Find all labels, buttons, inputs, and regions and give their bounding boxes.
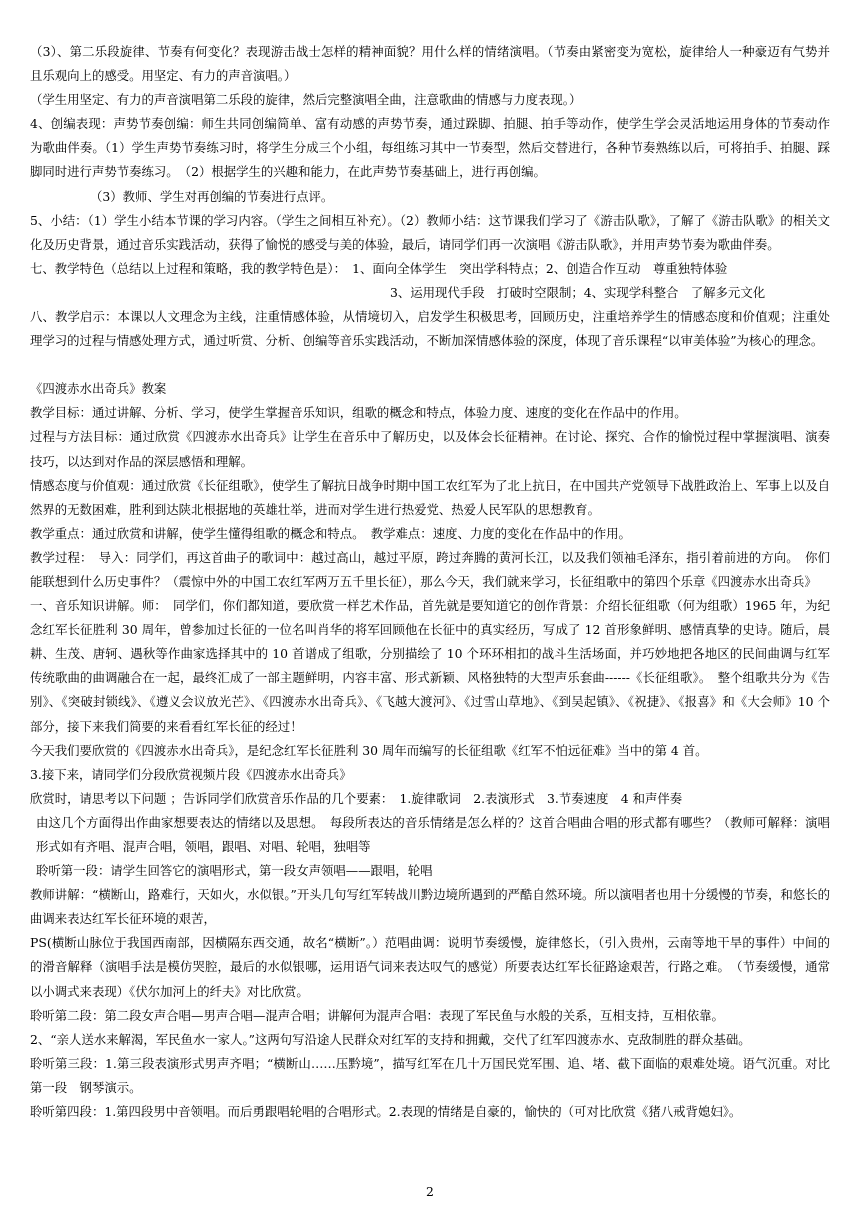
paragraph-teaching-goal: 教学目标：通过讲解、分析、学习，使学生掌握音乐知识，组歌的概念和特点，体验力度、速度的变化在作品中的作用。 bbox=[30, 405, 687, 421]
paragraph-listen-2: 聆听第二段：第二段女声合唱—男声合唱—混声合唱；讲解何为混声合唱：表现了军民鱼与水般的关系，互相支持，互相依靠。 bbox=[30, 1007, 724, 1023]
paragraph-creative-rhythm: 4、创编表现：声势节奏创编：师生共同创编简单、富有动感的声势节奏，通过跺脚、拍腿、拍手等动作，使学生学会灵活地运用身体的节奏动作为歌曲伴奏。（1）学生声势节奏练习时，将学生分成三个小组，每组练习其中一节奏型，然后交替进行，各种节奏熟练以后，可将拍手、拍腿、踩脚同时进行声势节奏练习。 （2）根据学生的兴趣和能力，在此声势节奏基础上，进行再创编。 bbox=[30, 116, 830, 180]
paragraph-listening-elements: 欣赏时，请思考以下问题 ；告诉同学们欣赏音乐作品的几个要素： 1.旋律歌词 2.表演形式 3.节奏速度 4 和声伴奏 bbox=[30, 790, 683, 806]
paragraph-key-points: 教学重点：通过欣赏和讲解，使学生懂得组歌的概念和特点。 教学难点：速度、力度的变化在作品中的作用。 bbox=[30, 525, 631, 541]
paragraph-today-piece: 今天我们要欣赏的《四渡赤水出奇兵》，是纪念红军长征胜利 30 周年而编写的长征组歌《红军不怕远征难》当中的第 4 首。 bbox=[30, 742, 708, 758]
paragraph-emotion-question: 由这几个方面得出作曲家想要表达的情绪以及思想。 每段所表达的音乐情绪是怎么样的？这首合唱曲合唱的形式都有哪些？（教师可解释：演唱形式如有齐唱、混声合唱，领唱，跟唱、对唱、轮唱，独唱等 bbox=[36, 814, 830, 854]
paragraph-rhythm-review: （3）教师、学生对再创编的节奏进行点评。 bbox=[90, 188, 334, 204]
paragraph-process-goal: 过程与方法目标：通过欣赏《四渡赤水出奇兵》让学生在音乐中了解历史，以及体会长征精神。在讨论、探究、合作的愉悦过程中掌握演唱、演奏技巧，以达到对作品的深层感悟和理解。 bbox=[30, 429, 830, 469]
paragraph-teaching-insight: 八、教学启示：本课以人文理念为主线，注重情感体验，从情境切入，启发学生积极思考，回顾历史，注重培养学生的情感态度和价值观；注重处理学习的过程与情感处理方式，通过听赏、分析、创编等音乐实践活动，不断加深情感体验的深度，体现了音乐课程“以审美体验”为核心的理念。 bbox=[30, 309, 830, 349]
paragraph-stage2-question: （3）、第二乐段旋律、节奏有何变化？表现游击战士怎样的精神面貌？用什么样的情绪演唱。（节奏由紧密变为宽松，旋律给人一种豪迈有气势并且乐观向上的感受。用坚定、有力的声音演唱。） bbox=[30, 44, 830, 84]
paragraph-ps-note: PS(横断山脉位于我国西南部，因横隔东西交通，故名“横断”。）范唱曲调：说明节奏缓慢，旋律悠长，（引入贵州，云南等地干旱的事件）中间的的滑音解释（演唱手法是模仿哭腔，最后的水似银哪，运用语气词来表达叹气的感觉）所要表达红军长征路途艰苦，行路之难。 （节奏缓慢，通常以小调式来表现）《伏尔加河上的纤夫》对比欣赏。 bbox=[30, 935, 830, 999]
paragraph-teaching-features: 七、教学特色（总结以上过程和策略，我的教学特色是）： 1、面向全体学生 突出学科特点；2、创造合作互动 尊重独特体验 bbox=[30, 260, 728, 276]
paragraph-summary: 5、小结：（1）学生小结本节课的学习内容。（学生之间相互补充）。（2）教师小结：这节课我们学习了《游击队歌》，了解了《游击队歌》的相关文化及历史背景，通过音乐实践活动，获得了愉悦的感受与美的体验，最后，请同学们再一次演唱《游击队歌》，并用声势节奏为歌曲伴奏。 bbox=[30, 212, 830, 252]
paragraph-teacher-explain: 教师讲解：“横断山，路难行，天如火，水似银。”开头几句写红军转战川黔边境所遇到的严酷自然环境。所以演唱者也用十分缓慢的节奏，和悠长的曲调来表达红军长征环境的艰苦， bbox=[30, 887, 830, 927]
paragraph-step3: 3.接下来，请同学们分段欣赏视频片段《四渡赤水出奇兵》 bbox=[30, 766, 352, 782]
paragraph-teaching-process: 教学过程： 导入：同学们，再这首曲子的歌词中：越过高山，越过平原，跨过奔腾的黄河长江，以及我们领袖毛泽东，指引着前进的方向。 你们能联想到什么历史事件？（震惊中外的中国工农红军两万五千里长征），那么今天，我们就来学习，长征组歌中的第四个乐章《四渡赤水出奇兵》 bbox=[30, 549, 830, 589]
document-page bbox=[30, 40, 830, 1124]
page-number: 2 bbox=[426, 1184, 434, 1199]
paragraph-emotion-goal: 情感态度与价值观：通过欣赏《长征组歌》，使学生了解抗日战争时期中国工农红军为了北上抗日，在中国共产党领导下战胜政治上、军事上以及自然界的无数困难，胜利到达陕北根据地的英雄壮举，进而对学生进行热爱党、热爱人民军队的思想教育。 bbox=[30, 477, 830, 517]
paragraph-music-knowledge: 一、音乐知识讲解。师： 同学们，你们都知道，要欣赏一样艺术作品，首先就是要知道它的创作背景：介绍长征组歌（何为组歌）1965 年，为纪念红军长征胜利 30 周年，曾参加过长征的一位名叫肖华的将军回顾他在长征中的真实经历，写成了 12 首形象鲜明、感情真挚的史诗。随后，晨耕、生茂、唐轲、遇秋等作曲家选择其中的 10 首谱成了组歌，分别描绘了 10 个环环相扣的战斗生活场面，并巧妙地把各地区的民间曲调与红军传统歌曲的曲调融合在一起，最终汇成了一部主题鲜明，内容丰富、形式新颖、风格独特的大型声乐套曲------《长征组歌》。 整个组歌共分为《告别》、《突破封锁线》、《遵义会议放光芒》、《四渡赤水出奇兵》、《飞越大渡河》、《过雪山草地》、《到吴起镇》、《祝捷》、《报喜》和《大会师》10 个部分，接下来我们简要的来看看红军长征的经过！ bbox=[30, 598, 830, 734]
paragraph-lyrics-2: 2、“亲人送水来解渴，军民鱼水一家人。”这两句写沿途人民群众对红军的支持和拥戴，交代了红军四渡赤水、克敌制胜的群众基础。 bbox=[30, 1031, 751, 1047]
paragraph-listen-3: 聆听第三段：1.第三段表演形式男声齐唱；“横断山……压黔境”，描写红军在几十万国民党军围、追、堵、截下面临的艰难处境。语气沉重。对比第一段 钢琴演示。 bbox=[30, 1055, 830, 1095]
paragraph-stage2-practice: （学生用坚定、有力的声音演唱第二乐段的旋律，然后完整演唱全曲，注意歌曲的情感与力度表现。） bbox=[30, 92, 582, 108]
lesson-title: 《四渡赤水出奇兵》教案 bbox=[30, 381, 167, 397]
paragraph-listen-1: 聆听第一段：请学生回答它的演唱形式，第一段女声领唱——跟唱，轮唱 bbox=[36, 863, 433, 879]
section-gap bbox=[30, 353, 830, 377]
paragraph-teaching-features-cont: 3、运用现代手段 打破时空限制；4、实现学科整合 了解多元文化 bbox=[390, 284, 766, 300]
paragraph-listen-4: 聆听第四段：1.第四段男中音领唱。而后勇跟唱轮唱的合唱形式。2.表现的情绪是自豪的，愉快的（可对比欣赏《猪八戒背媳妇》。 bbox=[30, 1104, 742, 1120]
